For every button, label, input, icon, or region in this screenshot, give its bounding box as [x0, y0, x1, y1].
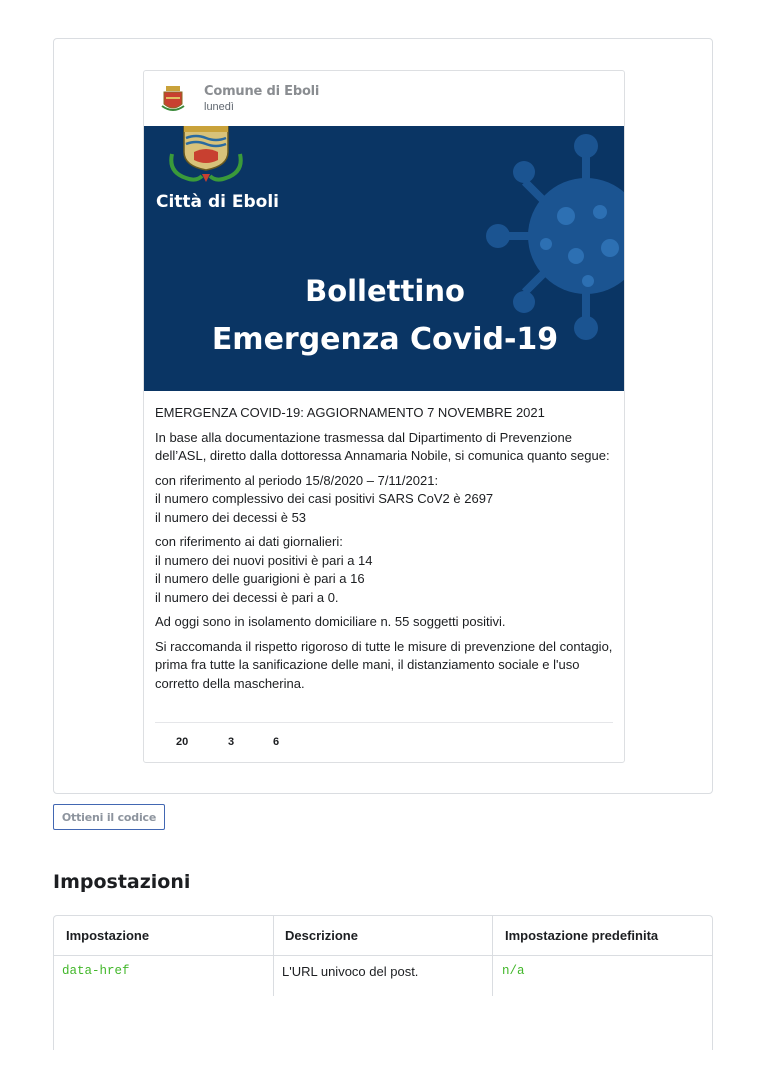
reactions-count[interactable]: 20: [176, 736, 189, 748]
banner-city-name: Città di Eboli: [156, 192, 279, 212]
column-divider: [492, 916, 493, 996]
setting-default-cell: n/a: [502, 964, 525, 978]
table-header-row: [54, 916, 712, 956]
post-timestamp[interactable]: lunedì: [204, 101, 234, 113]
post-image[interactable]: [144, 126, 625, 391]
get-code-button[interactable]: Ottieni il codice: [53, 804, 165, 830]
embedded-post[interactable]: [143, 70, 625, 763]
page-avatar[interactable]: [160, 84, 186, 114]
post-paragraph: [155, 533, 617, 607]
column-divider: [273, 916, 274, 996]
post-headline: EMERGENZA COVID-19: AGGIORNAMENTO 7 NOVEMBRE 2021: [155, 405, 545, 420]
post-line: il numero dei nuovi positivi è pari a 14: [155, 552, 373, 568]
setting-description-cell: L'URL univoco del post.: [282, 964, 419, 979]
settings-title: Impostazioni: [53, 871, 191, 893]
banner-title-line2: Emergenza Covid-19: [211, 322, 559, 357]
post-paragraph: [155, 472, 617, 528]
crest-icon: [166, 126, 246, 186]
post-line: il numero dei decessi è pari a 0.: [155, 589, 339, 605]
column-header-description: Descrizione: [285, 928, 358, 943]
post-line: il numero delle guarigioni è pari a 16: [155, 571, 365, 586]
column-header-setting: Impostazione: [66, 928, 150, 943]
post-paragraph: Ad oggi sono in isolamento domiciliare n. 55 soggetti positivi.: [155, 614, 506, 629]
post-text: [155, 404, 617, 699]
post-header: [144, 71, 624, 126]
post-line: il numero complessivo dei casi positivi SARS CoV2 è 2697: [155, 491, 494, 506]
post-line: con riferimento al periodo 15/8/2020 – 7/11/2021:: [155, 472, 439, 488]
setting-name-cell: data-href: [62, 964, 130, 978]
post-paragraph: Si raccomanda il rispetto rigoroso di tutte le misure di prevenzione del contagio, prima fra tutte la sanificazione delle mani, il distanziamento sociale e l'uso corretto della mascherina.: [155, 638, 613, 691]
shares-count[interactable]: 6: [273, 736, 280, 748]
column-header-default: Impostazione predefinita: [505, 928, 659, 943]
post-line: con riferimento ai dati giornalieri:: [155, 534, 343, 549]
embed-preview-frame: [53, 38, 713, 794]
post-footer: [155, 722, 613, 763]
banner-title-line1: Bollettino: [305, 274, 465, 308]
comments-count[interactable]: 3: [228, 736, 235, 748]
settings-table: [53, 915, 713, 1050]
post-paragraph: In base alla documentazione trasmessa dal Dipartimento di Prevenzione dell’ASL, diretto dalla dottoressa Annamaria Nobile, si comunica quanto segue:: [155, 429, 610, 463]
post-line: il numero dei decessi è 53: [155, 509, 307, 525]
page-name[interactable]: Comune di Eboli: [204, 84, 320, 99]
